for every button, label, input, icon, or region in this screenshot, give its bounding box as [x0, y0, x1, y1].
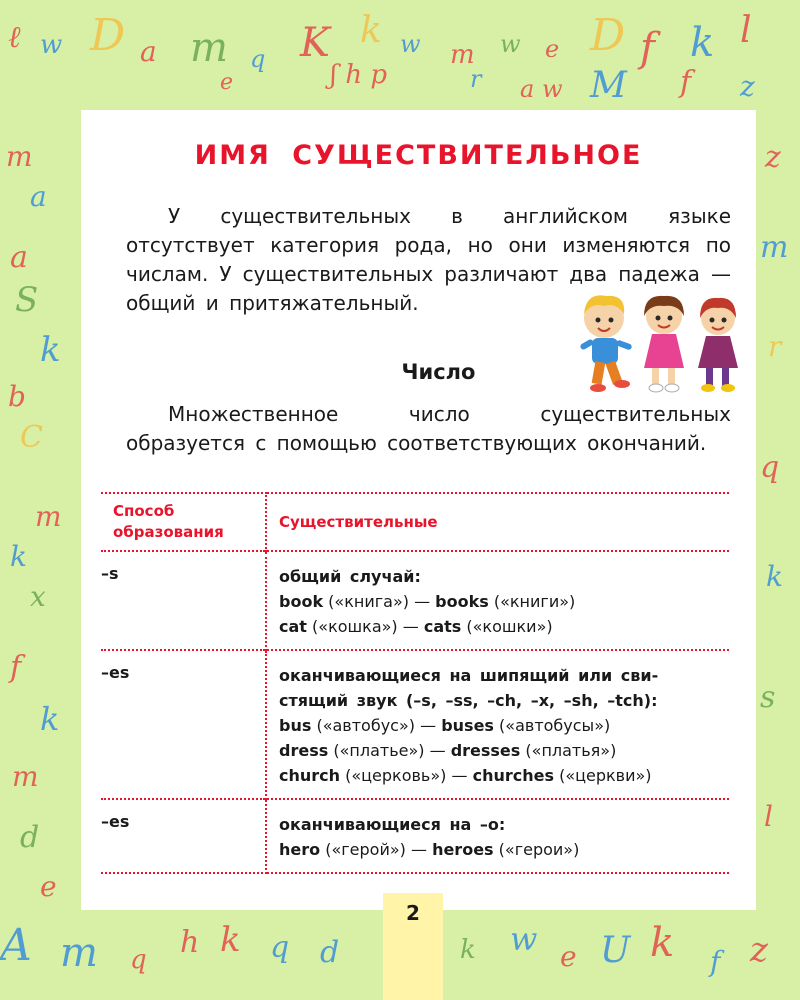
plural-translation: («церкви»)	[559, 766, 652, 785]
singular-word: cat	[279, 617, 307, 636]
example-line	[279, 713, 717, 738]
plural-text: Множественное число существительных образуется с помощью соответствующих окончаний.	[126, 402, 731, 455]
plural-word: dresses	[450, 741, 521, 760]
rule-description: оканчивающиеся на шипящий или сви-	[279, 666, 659, 685]
dash: —	[414, 592, 431, 611]
page-content	[81, 110, 756, 910]
singular-translation: («платье»)	[333, 741, 425, 760]
example-line	[279, 837, 717, 862]
singular-word: book	[279, 592, 324, 611]
intro-text: У существительных в английском языке отсутствует категория рода, но они изменяются по числам. У существительных различают два падежа — общий и притяжательный.	[126, 204, 731, 315]
dash: —	[410, 840, 427, 859]
plural-paragraph	[126, 400, 731, 458]
table-row	[101, 650, 729, 799]
plural-word: churches	[472, 766, 554, 785]
suffix-cell: –s	[101, 551, 266, 650]
singular-word: dress	[279, 741, 329, 760]
table-row	[101, 799, 729, 873]
plural-translation: («платья»)	[525, 741, 617, 760]
singular-word: church	[279, 766, 341, 785]
plural-formation-table	[101, 492, 729, 874]
table-row	[101, 551, 729, 650]
plural-word: heroes	[432, 840, 494, 859]
decorative-letters-background: ℓ w D a m q K k w m w e D f k l e ʃ h p r a w M f z m a a S k b C m k x f k m d e z m r q k s l A m q h k q d k w e U k f z	[0, 10, 789, 978]
dash: —	[420, 716, 437, 735]
singular-translation: («кошка»)	[312, 617, 398, 636]
dash: —	[429, 741, 446, 760]
suffix-cell: –es	[101, 799, 266, 873]
singular-translation: («герой»)	[325, 840, 406, 859]
example-line	[279, 738, 717, 763]
plural-word: buses	[441, 716, 494, 735]
example-line	[279, 614, 717, 639]
singular-translation: («автобус»)	[316, 716, 416, 735]
rule-description: общий случай:	[279, 567, 421, 586]
plural-word: cats	[423, 617, 462, 636]
singular-word: bus	[279, 716, 312, 735]
example-line	[279, 763, 717, 788]
singular-word: hero	[279, 840, 321, 859]
rule-description: стящий звук (–s, –ss, –ch, –x, –sh, –tch):	[279, 691, 658, 710]
section-heading-number: Число	[401, 360, 476, 384]
suffix-cell: –es	[101, 650, 266, 799]
nouns-cell	[266, 799, 729, 873]
plural-translation: («автобусы»)	[499, 716, 611, 735]
plural-translation: («герои»)	[498, 840, 580, 859]
nouns-cell	[266, 650, 729, 799]
page-number: 2	[406, 901, 420, 925]
singular-translation: («книга»)	[328, 592, 409, 611]
singular-translation: («церковь»)	[345, 766, 447, 785]
page-title: ИМЯ СУЩЕСТВИТЕЛЬНОЕ	[194, 140, 643, 171]
column-header-method: Способ образования	[101, 493, 266, 551]
example-line	[279, 589, 717, 614]
plural-translation: («книги»)	[493, 592, 576, 611]
column-header-nouns: Существительные	[266, 493, 729, 551]
dash: —	[402, 617, 419, 636]
table-header-row	[101, 493, 729, 551]
rule-description: оканчивающиеся на –o:	[279, 815, 506, 834]
plural-word: books	[435, 592, 489, 611]
dash: —	[451, 766, 468, 785]
page-number-tab	[383, 893, 443, 1000]
nouns-cell	[266, 551, 729, 650]
plural-translation: («кошки»)	[466, 617, 553, 636]
